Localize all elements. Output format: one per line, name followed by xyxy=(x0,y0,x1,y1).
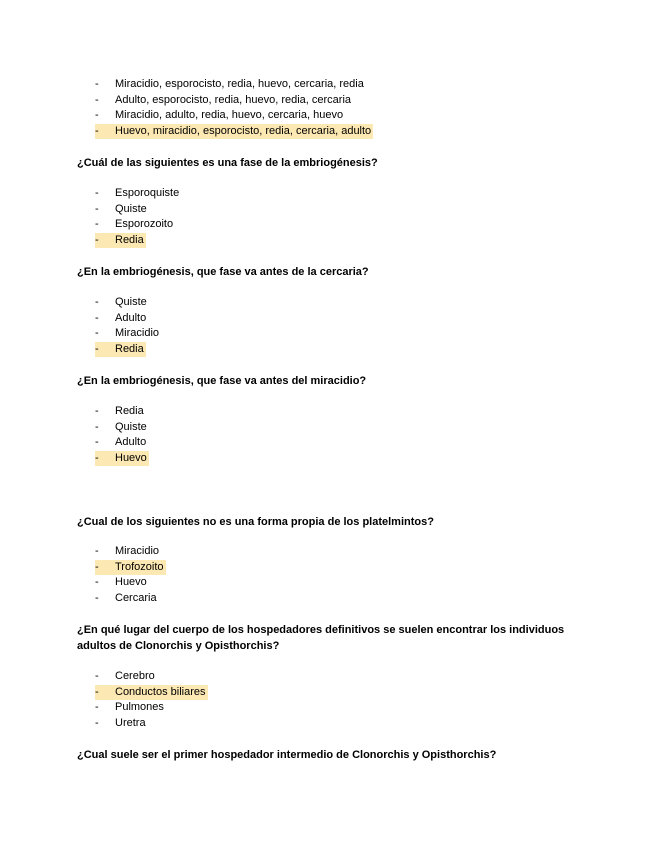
question-heading: ¿En la embriogénesis, que fase va antes del miracidio? xyxy=(77,375,367,387)
answer-option-text: Adulto xyxy=(115,311,147,324)
answer-option xyxy=(95,93,353,108)
answer-option xyxy=(95,186,181,201)
list-bullet-dash: - xyxy=(95,451,99,464)
answer-option-text: Miracidio xyxy=(115,327,160,339)
answer-option xyxy=(95,217,175,232)
answer-option xyxy=(95,669,157,684)
list-bullet-dash: - xyxy=(95,109,99,121)
list-bullet-dash: - xyxy=(95,545,99,557)
answer-option-text: Cercaria xyxy=(115,591,157,604)
answer-option-highlighted xyxy=(95,233,146,248)
answer-option-highlighted xyxy=(95,124,373,139)
list-bullet-dash: - xyxy=(95,436,99,448)
list-bullet-dash: - xyxy=(95,685,99,698)
answer-option-text: Esporozoito xyxy=(115,218,174,230)
answer-option xyxy=(95,435,148,450)
answer-option-text: Huevo, miracidio, esporocisto, redia, cercaria, adulto xyxy=(115,124,372,137)
list-bullet-dash: - xyxy=(95,405,99,417)
answer-option-text: Miracidio xyxy=(115,545,160,557)
question-heading: ¿Cual de los siguientes no es una forma propia de los platelmintos? xyxy=(77,516,434,528)
answer-option-text: Esporoquiste xyxy=(115,187,180,199)
list-bullet-dash: - xyxy=(95,342,99,355)
list-bullet-dash: - xyxy=(95,716,99,729)
answer-option-highlighted xyxy=(95,685,208,700)
answer-option xyxy=(95,295,149,310)
answer-option-text: Quiste xyxy=(115,420,147,433)
list-bullet-dash: - xyxy=(95,576,99,588)
question-heading: ¿En la embriogénesis, que fase va antes de la cercaria? xyxy=(77,266,369,278)
answer-option-text: Uretra xyxy=(115,716,146,729)
list-bullet-dash: - xyxy=(95,327,99,339)
answer-option-highlighted xyxy=(95,342,146,357)
list-bullet-dash: - xyxy=(95,93,99,106)
answer-option-text: Huevo xyxy=(115,451,147,464)
answer-option xyxy=(95,420,149,435)
list-bullet-dash: - xyxy=(95,670,99,682)
answer-option-text: Redia xyxy=(115,233,144,246)
answer-option-highlighted xyxy=(95,560,166,575)
list-bullet-dash: - xyxy=(95,296,99,308)
list-bullet-dash: - xyxy=(95,420,99,433)
list-bullet-dash: - xyxy=(95,233,99,246)
answer-option xyxy=(95,326,161,341)
answer-option-text: Huevo xyxy=(115,576,147,588)
answer-option-text: Quiste xyxy=(115,296,147,308)
answer-option-text: Redia xyxy=(115,405,144,417)
answer-option-text: Conductos biliares xyxy=(115,685,206,698)
list-bullet-dash: - xyxy=(95,78,99,90)
answer-option xyxy=(95,77,366,92)
list-bullet-dash: - xyxy=(95,591,99,604)
list-bullet-dash: - xyxy=(95,124,99,137)
answer-option xyxy=(95,108,345,123)
question-heading: ¿En qué lugar del cuerpo de los hospedadores definitivos se suelen encontrar los individuos adultos de Clonorchis y Opisthorchis? xyxy=(77,624,565,652)
answer-option xyxy=(95,311,148,326)
answer-option-text: Redia xyxy=(115,342,144,355)
list-bullet-dash: - xyxy=(95,202,99,215)
list-bullet-dash: - xyxy=(95,560,99,573)
answer-option-text: Miracidio, adulto, redia, huevo, cercaria, huevo xyxy=(115,109,344,121)
answer-option-text: Cerebro xyxy=(115,670,155,682)
question-heading: ¿Cual suele ser el primer hospedador intermedio de Clonorchis y Opisthorchis? xyxy=(77,749,497,761)
answer-option xyxy=(95,700,166,715)
question-heading: ¿Cuál de las siguientes es una fase de la embriogénesis? xyxy=(77,157,378,169)
answer-option-text: Trofozoito xyxy=(115,560,164,573)
list-bullet-dash: - xyxy=(95,701,99,713)
answer-option xyxy=(95,575,149,590)
answer-option-text: Adulto, esporocisto, redia, huevo, redia, cercaria xyxy=(115,93,352,106)
answer-option-highlighted xyxy=(95,451,149,466)
answer-option-text: Quiste xyxy=(115,202,147,215)
answer-option-text: Miracidio, esporocisto, redia, huevo, cercaria, redia xyxy=(115,78,364,90)
answer-option xyxy=(95,202,149,217)
answer-option-text: Pulmones xyxy=(115,701,164,713)
answer-option-text: Adulto xyxy=(115,436,147,448)
answer-option xyxy=(95,404,146,419)
answer-option xyxy=(95,591,159,606)
answer-option xyxy=(95,716,148,731)
list-bullet-dash: - xyxy=(95,187,99,199)
list-bullet-dash: - xyxy=(95,311,99,324)
list-bullet-dash: - xyxy=(95,218,99,230)
answer-option xyxy=(95,544,161,559)
